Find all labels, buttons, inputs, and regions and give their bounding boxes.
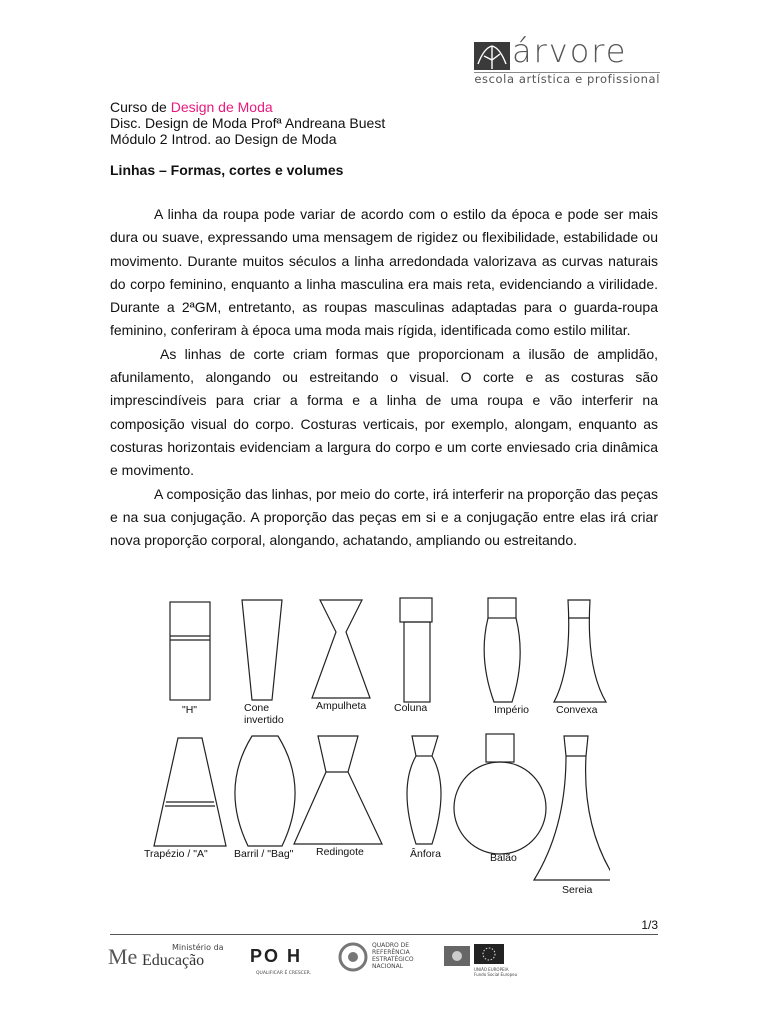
shape-trapezio — [154, 738, 226, 846]
label-anfora: Ânfora — [410, 848, 441, 860]
poph-logo: PO H QUALIFICAR É CRESCER. — [250, 946, 312, 976]
paragraph-3: A composição das linhas, por meio do corte, irá interferir na proporção das peças e na sua conjugação. A proporção das peças em si e a conjugação entre elas irá criar nova proporção corporal, alongando, achatando, ampliando ou estreitando. — [110, 485, 658, 549]
body-text — [110, 203, 658, 552]
shape-ampulheta — [312, 600, 370, 698]
label-coluna: Coluna — [394, 702, 428, 714]
arvore-logo — [474, 32, 660, 86]
course-highlight: Design de Moda — [170, 99, 273, 115]
eu-logo: UNIÃO EUROPEIA Fundo Social Europeu — [474, 940, 516, 980]
silhouette-figure — [144, 588, 610, 910]
page-number: 1/3 — [641, 918, 658, 932]
tree-icon — [474, 42, 510, 70]
shape-balao — [454, 734, 546, 854]
label-redingote: Redingote — [316, 846, 364, 858]
label-convexa: Convexa — [556, 704, 598, 716]
label-imperio: Império — [494, 704, 530, 716]
eu-flag-icon — [474, 944, 504, 964]
paragraph-2: As linhas de corte criam formas que proporcionam a ilusão de amplidão, afunilamento, alongando ou estreitando o visual. O corte e as costuras são imprescindíveis para criar a forma e a linha de uma roupa e vão interferir na composição visual do corpo. Costuras verticais, por exemplo, alongam, enquanto as costuras horizontais evidenciam a largura do corpo e um corte enviesado cria dinâmica e movimento. — [110, 345, 658, 479]
label-barril: Barril / "Bag" — [234, 848, 294, 860]
label-cone-2: invertido — [244, 714, 284, 726]
me-icon — [108, 944, 138, 968]
section-title: Linhas – Formas, cortes e volumes — [110, 162, 344, 178]
module-line: Módulo 2 Introd. ao Design de Moda — [110, 131, 337, 147]
qren-logo: QUADRO DE REFERÊNCIA ESTRATÉGICO NACIONAL — [338, 940, 438, 980]
emblem-logo — [444, 940, 474, 980]
logo-tagline: escola artística e profissional — [474, 72, 660, 86]
ministerio-educacao-logo: Me Ministério da Educação — [108, 943, 224, 969]
shape-h — [170, 602, 210, 700]
course-line: Curso de Design de Moda — [110, 99, 273, 115]
svg-text:Me: Me — [108, 944, 138, 968]
footer-rule — [110, 934, 658, 935]
shape-redingote — [294, 736, 382, 844]
paragraph-1: A linha da roupa pode variar de acordo com o estilo da época e pode ser mais dura ou suave, expressando uma mensagem de rigidez ou flexibilidade, estabilidade ou movimento. Durante muitos séculos a linha arredondada valorizava as curvas naturais do corpo feminino, enquanto a linha masculina era mais reta, evidenciando a virilidade. Durante a 2ªGM, entretanto, as roupas masculinas adaptadas para o guarda-roupa feminino, conferiram à época uma moda mais rígida, identificada como estilo militar. — [110, 206, 658, 339]
shape-anfora — [407, 736, 441, 844]
shape-cone — [242, 600, 282, 700]
shape-imperio — [484, 598, 520, 702]
emblem-icon — [444, 946, 470, 966]
logo-brand: árvore — [512, 32, 628, 70]
label-h: "H" — [182, 704, 198, 716]
qren-icon — [338, 942, 368, 972]
label-cone: Cone — [244, 702, 270, 714]
label-sereia: Sereia — [562, 884, 593, 896]
shape-barril — [235, 736, 295, 846]
discipline-line: Disc. Design de Moda Profª Andreana Buest — [110, 115, 386, 131]
shape-coluna — [400, 598, 432, 702]
label-balao: Balão — [490, 852, 517, 864]
shape-convexa — [554, 600, 606, 702]
label-trapezio: Trapézio / "A" — [144, 848, 208, 860]
label-ampulheta: Ampulheta — [316, 700, 367, 712]
